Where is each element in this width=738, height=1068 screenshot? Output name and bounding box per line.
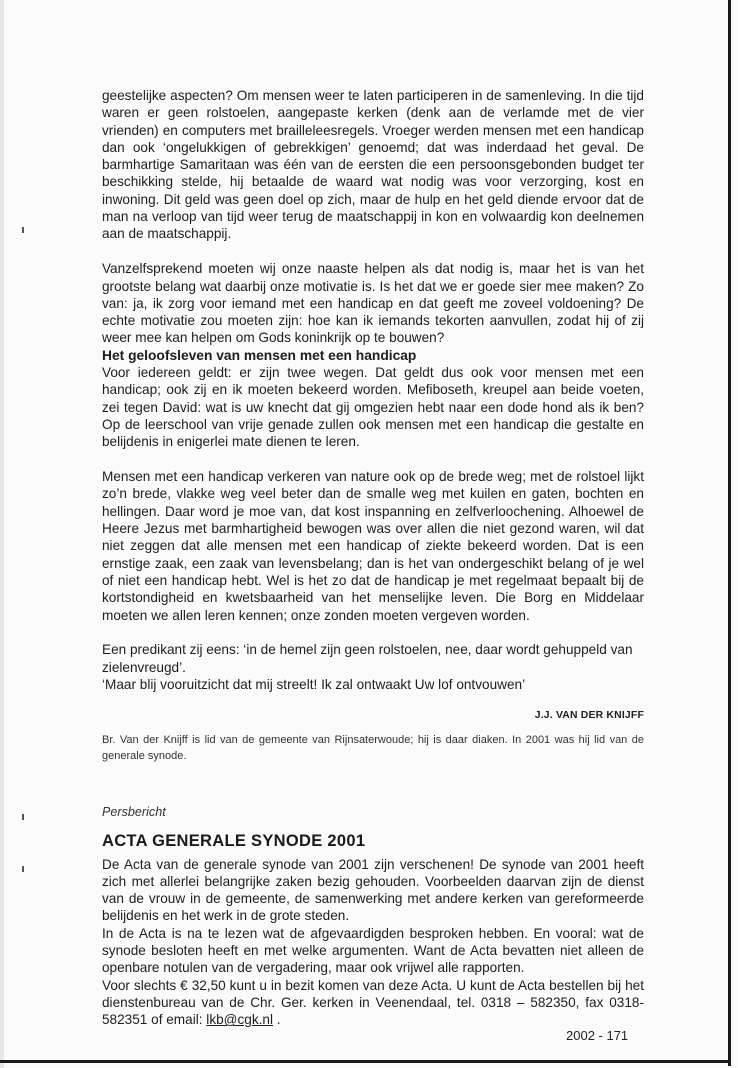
article-paragraph: geestelijke aspecten? Om mensen weer te laten participeren in de samenleving. In die tijd waren er geen rolstoelen, aangepaste kerken (denk aan de verlamde met de vier vrienden) en computers met brailleleesregels. Vroeger werden mensen met een handicap dan ook ‘ongelukkigen of gebrekkigen’ genoemd; dat was inderdaad het geval. De barmhartige Samaritaan was één van de eersten die een persoonsgebonden budget ter beschikking stelde, hij betaalde de waard wat nodig was voor verzorging, kost en inwoning. Dit geld was geen doel op zich, maar de hulp en het geld diende ervoor dat de man na verloop van tijd weer terug de maatschappij in kon en volwaardig kon deelnemen aan de maatschappij. (102, 88, 644, 242)
press-body (102, 856, 644, 1029)
article-paragraph: Mensen met een handicap verkeren van nature ook op de brede weg; met de rolstoel lijkt zo’n brede, vlakke weg veel beter dan de smalle weg met kuilen en gaten, bochten en hellingen. Daar word je moe van, dat kost inspanning en zelfverloochening. Alhoewel de Heere Jezus met barmhartigheid bewogen was over allen die niet gezond waren, wil dat niet zeggen dat alle mensen met een handicap of ziekte bekeerd worden. Dat is een ernstige zaak, een zaak van levensbelang; dan is het van ondergeschikt belang of je wel of niet een handicap hebt. Wel is het zo dat de handicap je met regelmaat bepaalt bij de kortstondigheid en kwetsbaarheid van het menselijke leven. Die Borg en Middelaar moeten we allen leren kennen; onze zonden moeten vergeven worden. (102, 469, 644, 623)
press-title: ACTA GENERALE SYNODE 2001 (102, 831, 366, 850)
scan-mark (22, 866, 24, 872)
press-label: Persbericht (102, 805, 166, 820)
scan-mark (22, 227, 24, 233)
quote-line: Een predikant zij eens: ‘in de hemel zijn geen rolstoelen, nee, daar wordt gehuppeld van zielenvreugd’. (102, 642, 633, 675)
author-signature: J.J. VAN DER KNIJFF (534, 710, 644, 722)
email-link[interactable]: lkb@cgk.nl (206, 1012, 273, 1028)
main-text-column (102, 87, 644, 1029)
press-paragraph (102, 977, 644, 1029)
section-heading: Het geloofsleven van mensen met een handicap (102, 347, 417, 363)
press-paragraph-text: Voor slechts € 32,50 kunt u in bezit komen van deze Acta. U kunt de Acta bestellen bij het dienstenbureau van de Chr. Ger. kerken in Veenendaal, tel. 0318 – 582350, fax 0318-582351 of email: (102, 977, 644, 1028)
scan-mark (22, 814, 24, 820)
article-paragraph: Vanzelfsprekend moeten wij onze naaste helpen als dat nodig is, maar het is van het grootste belang wat daarbij onze motivatie is. Is het dat we er goede sier mee maken? Zo van: ja, ik zorg voor iemand met een handicap en dat geeft me zoveel voldoening? De echte motivatie zou moeten zijn: hoe kan ik iemands tekorten aanvullen, zodat hij of zij weer mee kan helpen om Gods koninkrijk op te bouwen? (102, 261, 644, 346)
press-paragraph-end: . (273, 1012, 281, 1028)
author-note: Br. Van der Knijff is lid van de gemeente van Rijnsaterwoude; hij is daar diaken. In 2001 was hij lid van de generale synode. (102, 734, 644, 763)
scan-right-border (728, 0, 731, 1066)
article-paragraph: Voor iedereen geldt: er zijn twee wegen. Dat geldt dus ook voor mensen met een handicap; ook zij en ik moeten bekeerd worden. Mefiboseth, kreupel aan beide voeten, zei tegen David: wat is uw knecht dat gij omgezien hebt naar een dode hond als ik ben? Op de leerschool van vrije genade zullen ook mensen met een handicap die gestalte en belijdenis in enigerlei mate dienen te leren. (102, 365, 644, 450)
quote-line: ‘Maar blij vooruitzicht dat mij streelt! Ik zal ontwaakt Uw lof ontvouwen’ (102, 676, 526, 692)
page-number: 2002 - 171 (566, 1028, 629, 1043)
scan-bottom-border (0, 1060, 731, 1063)
scan-left-edge (0, 0, 4, 1068)
press-paragraph: In de Acta is na te lezen wat de afgevaardigden besproken hebben. En vooral: wat de synode besloten heeft en met welke argumenten. Want de Acta bevatten niet alleen de openbare notulen van de vergadering, maar ook vrijwel alle rapporten. (102, 925, 644, 976)
press-paragraph: De Acta van de generale synode van 2001 zijn verschenen! De synode van 2001 heeft zich met allerlei belangrijke zaken bezig gehouden. Voorbeelden daarvan zijn de dienst van de vrouw in de gemeente, de samenwerking met andere kerken van gereformeerde belijdenis en het werk in de grote steden. (102, 856, 644, 924)
